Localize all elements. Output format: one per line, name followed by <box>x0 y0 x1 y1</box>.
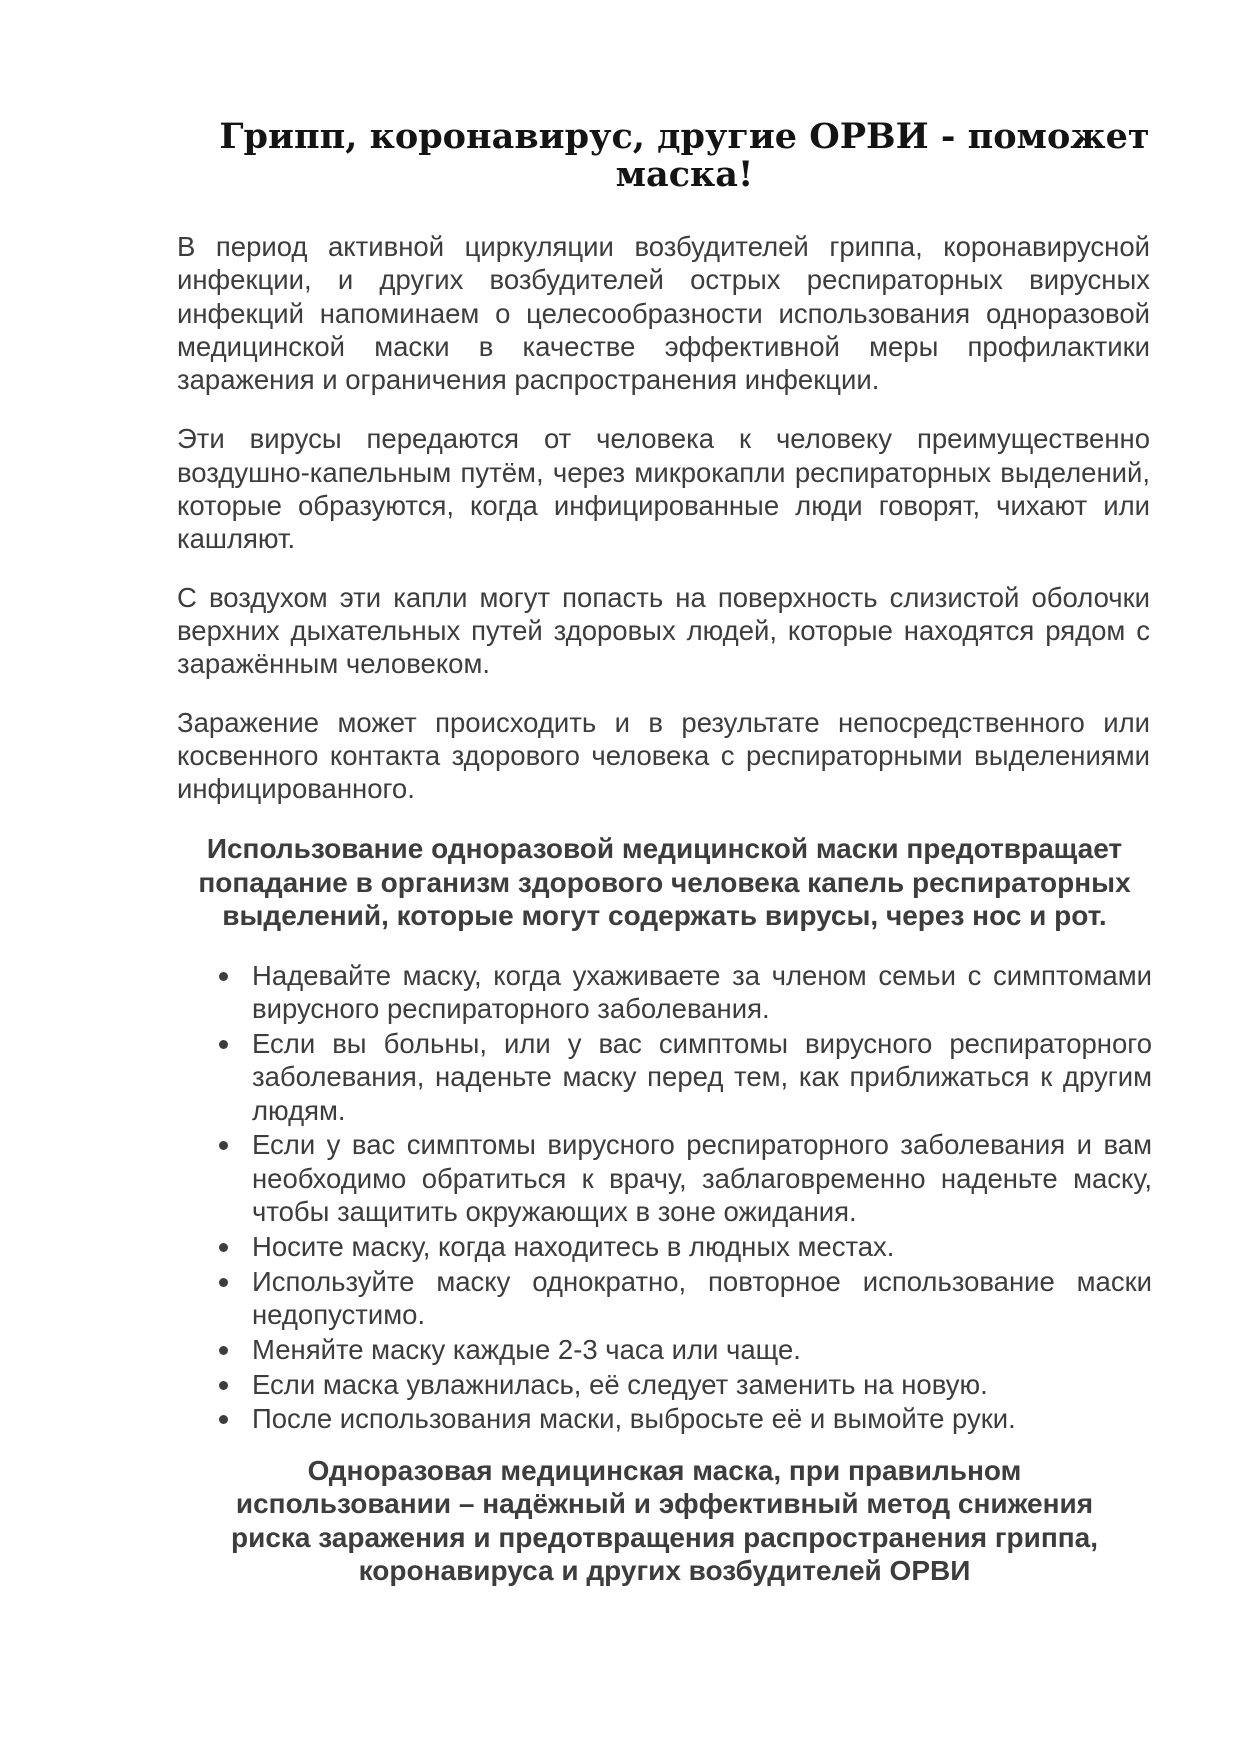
list-item-text: Если маска увлажнилась, её следует заменить на новую. <box>252 1368 988 1400</box>
list-item-text: После использования маски, выбросьте её и вымойте руки. <box>252 1403 1016 1435</box>
bullet-icon <box>219 1040 228 1049</box>
bullet-icon <box>219 1381 228 1390</box>
document-page <box>177 118 1152 1588</box>
list-item <box>177 1333 1152 1366</box>
bullet-icon <box>219 972 228 981</box>
paragraph-transmission: Эти вирусы передаются от человека к человеку преимущественно воздушно-капельным путём, через микрокапли респираторных выделений, которые образуются, когда инфицированные люди говорят, чихают или кашляют. <box>177 423 1150 555</box>
list-item-text: Носите маску, когда находитесь в людных местах. <box>252 1230 895 1262</box>
list-item <box>177 959 1152 1026</box>
list-item <box>177 1368 1152 1401</box>
bullet-icon <box>219 1415 228 1424</box>
closing-statement: Одноразовая медицинская маска, при правильном использовании – надёжный и эффективный метод снижения риска заражения и предотвращения распространения гриппа, коронавируса и других возбудителей ОРВИ <box>231 1454 1098 1587</box>
list-item-text: Надевайте маску, когда ухаживаете за членом семьи с симптомами вирусного респираторного заболевания. <box>252 959 1152 1025</box>
list-item-text: Если вы больны, или у вас симптомы вирусного респираторного заболевания, наденьте маску перед тем, как приближаться к другим людям. <box>252 1028 1152 1126</box>
mask-benefit-callout: Использование одноразовой медицинской маски предотвращает попадание в организм здорового человека капель респираторных выделений, которые могут содержать вирусы, через нос и рот. <box>198 833 1131 932</box>
list-item <box>177 1265 1152 1332</box>
list-item <box>177 1027 1152 1127</box>
bullet-icon <box>219 1243 228 1252</box>
paragraph-intro: В период активной циркуляции возбудителей гриппа, коронавирусной инфекции, и других возбудителей острых респираторных вирусных инфекций напоминаем о целесообразности использования одноразовой медицинской маски в качестве эффективной меры профилактики заражения и ограничения распространения инфекции. <box>177 231 1150 396</box>
list-item-text: Меняйте маску каждые 2-3 часа или чаще. <box>252 1333 801 1365</box>
document-title: Грипп, коронавирус, другие ОРВИ - поможет маска! <box>219 116 1150 195</box>
paragraph-airborne: С воздухом эти капли могут попасть на поверхность слизистой оболочки верхних дыхательных путей здоровых людей, которые находятся рядом с заражённым человеком. <box>177 581 1150 680</box>
bullet-icon <box>219 1278 228 1287</box>
list-item-text: Если у вас симптомы вирусного респираторного заболевания и вам необходимо обратиться к врачу, заблаговременно наденьте маску, чтобы защитить окружающих в зоне ожидания. <box>252 1129 1152 1228</box>
list-item <box>177 1128 1152 1228</box>
mask-rules-list <box>177 959 1152 1436</box>
list-item <box>177 1230 1152 1263</box>
paragraph-contact: Заражение может происходить и в результате непосредственного или косвенного контакта здорового человека с респираторными выделениями инфицированного. <box>177 706 1150 805</box>
bullet-icon <box>219 1346 228 1355</box>
list-item-text: Используйте маску однократно, повторное использование маски недопустимо. <box>252 1265 1152 1330</box>
bullet-icon <box>219 1141 228 1150</box>
list-item <box>177 1402 1152 1435</box>
